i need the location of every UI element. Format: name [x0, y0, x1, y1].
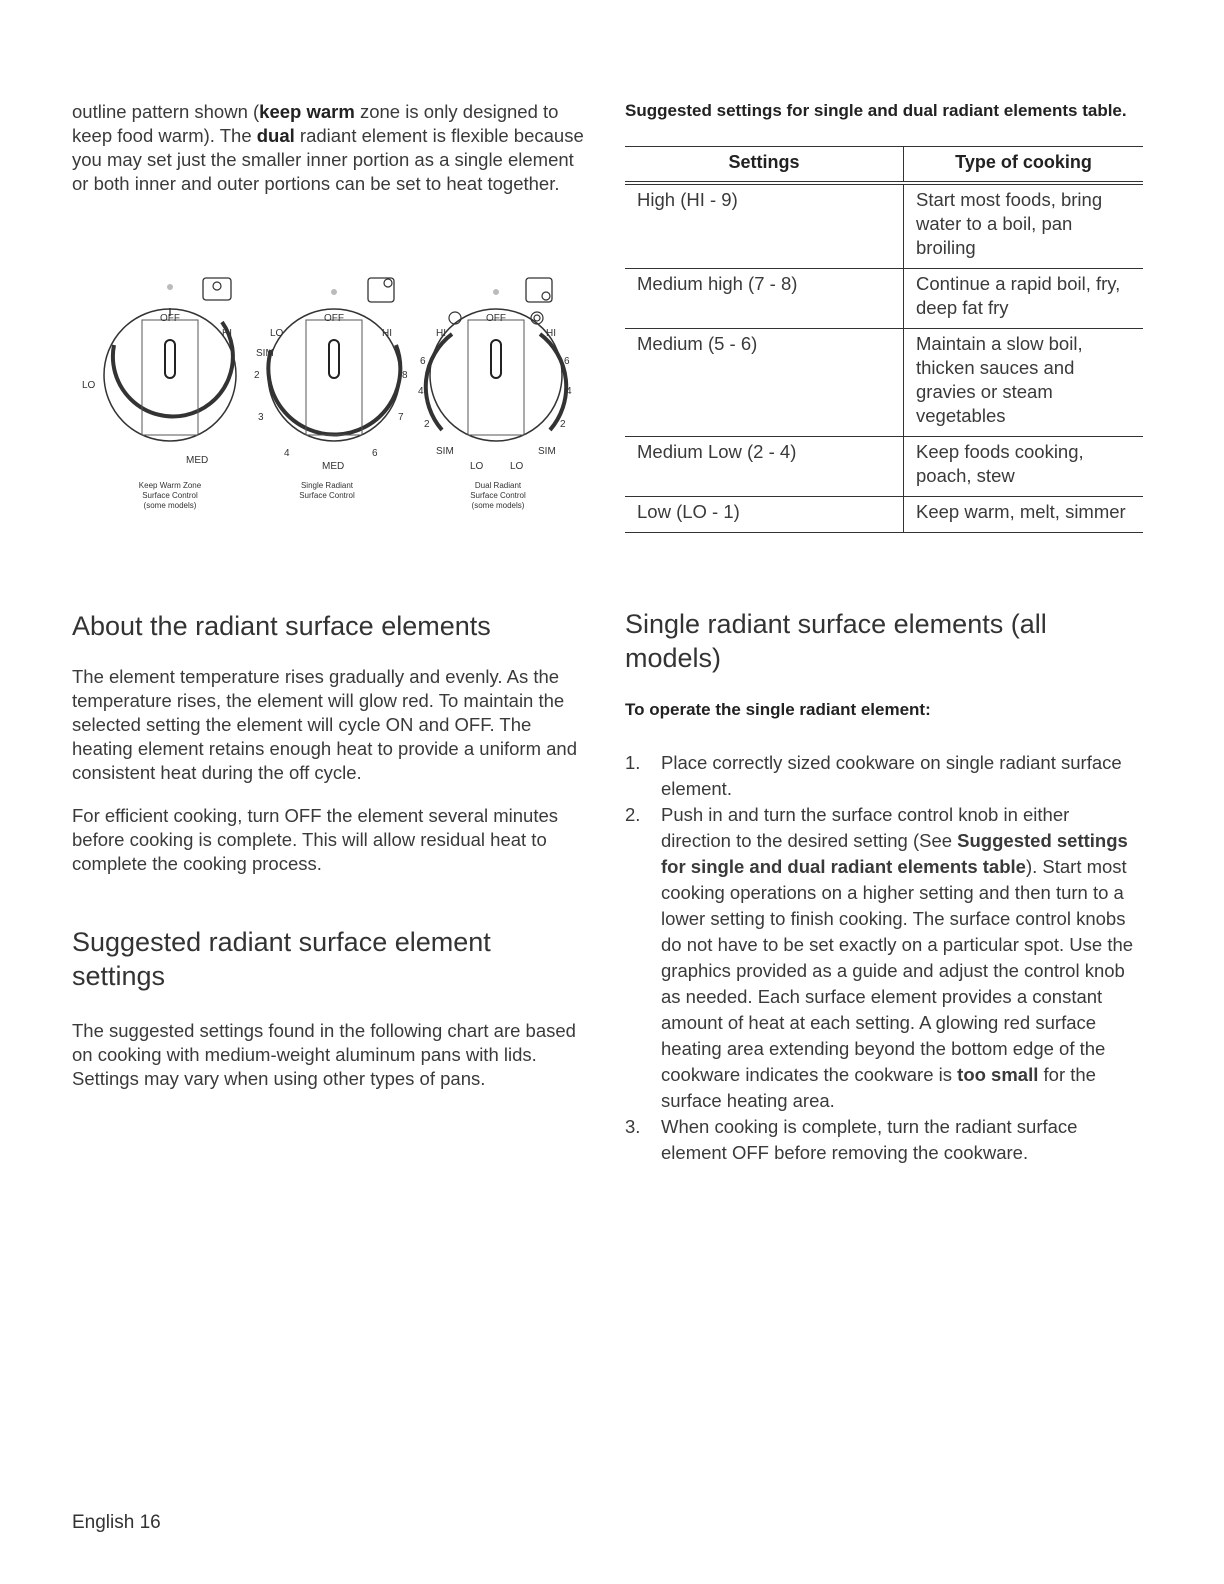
svg-text:LO: LO [270, 328, 284, 339]
about-paragraph-1: The element temperature rises gradually and evenly. As the temperature rises, the element will glow red. To maintain the selected setting the element will cycle ON and OFF. The heating element retains enough heat to provide a uniform and consistent heat during the off cycle. [72, 666, 577, 783]
single-radiant-heading: Single radiant surface elements (all models) [625, 609, 1047, 673]
table-cell: Keep warm, melt, simmer [904, 497, 1144, 533]
knob-diagram [72, 270, 587, 520]
table-cell: Continue a rapid boil, fry, deep fat fry [904, 269, 1144, 329]
single-ring-icon [449, 312, 461, 324]
operation-steps [625, 750, 1143, 1166]
indicator-light-icon [493, 289, 499, 295]
svg-text:SIM: SIM [538, 446, 556, 457]
svg-text:4: 4 [284, 448, 290, 459]
svg-text:4: 4 [566, 386, 572, 397]
svg-text:SIM: SIM [256, 348, 274, 359]
svg-text:HI: HI [436, 328, 446, 339]
right-column [625, 100, 1143, 533]
suggested-paragraph: The suggested settings found in the following chart are based on cooking with medium-weight aluminum pans with lids. Settings may vary when using other types of pans. [72, 1020, 576, 1089]
svg-text:SIM: SIM [436, 446, 454, 457]
svg-text:LO: LO [470, 461, 484, 472]
about-heading: About the radiant surface elements [72, 611, 491, 641]
dual-element-icon [526, 278, 552, 302]
svg-text:6: 6 [372, 448, 378, 459]
single-element-icon [368, 278, 394, 302]
svg-text:OFF: OFF [324, 313, 344, 324]
svg-text:2: 2 [560, 419, 566, 430]
table-cell: Medium Low (2 - 4) [625, 437, 904, 497]
svg-text:LO: LO [82, 380, 96, 391]
dual-radiant-caption: Dual Radiant Surface Control (some models) [470, 481, 526, 510]
table-header-row [625, 147, 1143, 184]
table-row [625, 497, 1143, 533]
svg-text:OFF: OFF [160, 313, 180, 324]
table-cell: Keep foods cooking, poach, stew [904, 437, 1144, 497]
knob-illustration [72, 270, 587, 480]
intro-paragraph: outline pattern shown (keep warm zone is only designed to keep food warm). The dual radiant element is flexible because you may set just the smaller inner portion as a single element or both inner and outer portions can be set to heat together. [72, 101, 584, 194]
indicator-light-icon [331, 289, 337, 295]
table-header-type: Type of cooking [904, 147, 1144, 184]
single-radiant-section [625, 607, 1143, 1166]
settings-table [625, 146, 1143, 533]
table-title: Suggested settings for single and dual radiant elements table. [625, 101, 1127, 120]
keep-warm-caption: Keep Warm Zone Surface Control (some models) [138, 481, 202, 510]
single-radiant-knob [254, 278, 408, 472]
about-paragraph-2: For efficient cooking, turn OFF the element several minutes before cooking is complete. This will allow residual heat to complete the cooking process. [72, 805, 559, 874]
svg-text:6: 6 [420, 356, 426, 367]
svg-text:3: 3 [258, 412, 264, 423]
table-row [625, 269, 1143, 329]
table-cell: Start most foods, bring water to a boil, pan broiling [904, 183, 1144, 269]
table-cell: Maintain a slow boil, thicken sauces and gravies or steam vegetables [904, 329, 1144, 437]
table-header-settings: Settings [625, 147, 904, 184]
svg-text:2: 2 [254, 370, 260, 381]
dual-radiant-knob [418, 278, 572, 472]
single-radiant-caption: Single Radiant Surface Control [299, 481, 355, 500]
svg-text:MED: MED [322, 461, 345, 472]
list-item: 3. When cooking is complete, turn the radiant surface element OFF before removing the cookware. [625, 1116, 1078, 1163]
suggested-section [72, 925, 587, 1091]
table-cell: High (HI - 9) [625, 183, 904, 269]
svg-text:4: 4 [418, 386, 424, 397]
table-row [625, 329, 1143, 437]
indicator-light-icon [167, 284, 173, 290]
table-cell: Low (LO - 1) [625, 497, 904, 533]
svg-text:MED: MED [186, 455, 209, 466]
svg-text:LO: LO [510, 461, 524, 472]
table-row [625, 437, 1143, 497]
keep-warm-knob [82, 278, 236, 466]
svg-text:8: 8 [402, 370, 408, 381]
about-section [72, 609, 587, 876]
table-cell: Medium high (7 - 8) [625, 269, 904, 329]
table-cell: Medium (5 - 6) [625, 329, 904, 437]
svg-text:HI: HI [382, 328, 392, 339]
svg-text:2: 2 [424, 419, 430, 430]
svg-text:7: 7 [398, 412, 404, 423]
svg-text:OFF: OFF [486, 313, 506, 324]
left-column [72, 100, 587, 196]
page-footer: English 16 [72, 1512, 161, 1533]
suggested-heading: Suggested radiant surface element settings [72, 927, 491, 991]
table-row [625, 183, 1143, 269]
keep-warm-zone-icon [203, 278, 231, 300]
dual-ring-icon [531, 312, 543, 324]
svg-text:HI: HI [222, 328, 232, 339]
svg-text:HI: HI [546, 328, 556, 339]
list-item: 1. Place correctly sized cookware on single radiant surface element. [625, 752, 1122, 799]
single-radiant-subheading: To operate the single radiant element: [625, 700, 931, 719]
svg-text:6: 6 [564, 356, 570, 367]
list-item: 2. Push in and turn the surface control knob in either direction to the desired setting (See Suggested settings for single and dual radiant elements table). Start most cooking operations on a higher setting and then turn to a lower setting to finish cooking. The surface control knobs do not have to be set exactly on a particular spot. Use the graphics provided as a guide and adjust the control knob as needed. Each surface element provides a constant amount of heat at each setting. A glowing red surface heating area extending beyond the bottom edge of the cookware indicates the cookware is too small for the surface heating area. [625, 804, 1134, 1111]
